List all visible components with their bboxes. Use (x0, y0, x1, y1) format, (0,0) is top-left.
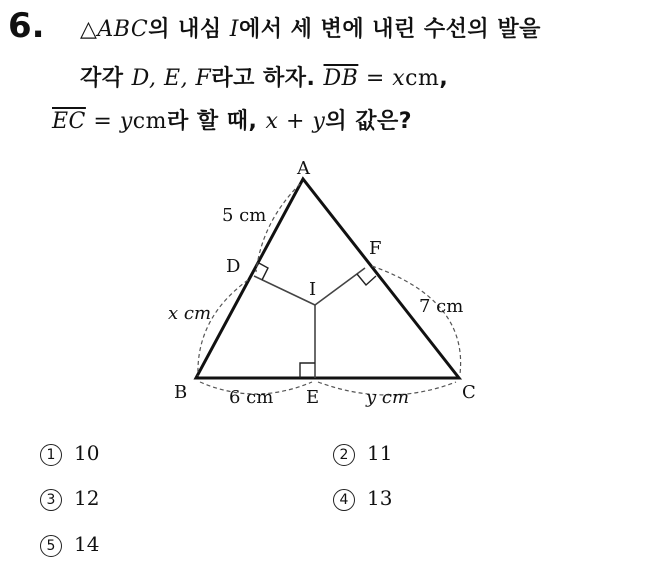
label-f: F (369, 238, 382, 259)
choice-4[interactable] (333, 486, 392, 511)
choice-value: 11 (367, 441, 393, 465)
choice-mark: 4 (333, 489, 355, 511)
equals-sign: = (358, 66, 393, 91)
incenter-symbol: I (229, 17, 239, 42)
right-angle-d (257, 262, 268, 280)
choice-3[interactable] (40, 486, 99, 511)
right-angle-f (357, 274, 376, 285)
question-text-1b: 에서 세 변에 내린 수선의 발을 (239, 17, 541, 42)
var-y: y (119, 109, 133, 134)
label-i: I (309, 279, 317, 300)
question-text-2b: 라고 하자. (211, 66, 324, 91)
segment-db: $\overline{DB}$ (323, 66, 359, 91)
question-text-3c: 의 값은? (325, 109, 412, 134)
label-e: E (306, 387, 320, 408)
choice-mark: 3 (40, 489, 62, 511)
measure-fc: 7 cm (419, 296, 464, 317)
comma: , (439, 66, 449, 91)
var-x: x (392, 66, 406, 91)
measure-db: x cm (168, 303, 212, 324)
choice-value: 13 (367, 486, 393, 510)
measure-ec: y cm (366, 387, 410, 408)
question-text-1a: 의 내심 (148, 17, 230, 42)
choice-1[interactable] (40, 441, 99, 466)
label-b: B (174, 382, 188, 403)
question-text-2a: 각각 (80, 66, 132, 91)
radius-id (254, 276, 315, 305)
label-d: D (226, 256, 241, 277)
question-text-3b: 라 할 때, (166, 109, 266, 134)
sum-expression: x + y (265, 109, 326, 134)
measure-be: 6 cm (229, 387, 274, 408)
choice-value: 10 (74, 441, 100, 465)
choice-mark: 2 (333, 444, 355, 466)
unit-cm: cm (405, 66, 440, 91)
triangle-name: ABC (97, 17, 149, 42)
segment-ec: $\overline{EC}$ (52, 109, 86, 134)
choice-5[interactable] (40, 532, 99, 557)
unit-cm: cm (132, 109, 167, 134)
radius-if (315, 268, 365, 305)
label-a: A (297, 158, 310, 179)
equals-sign: = (85, 109, 120, 134)
right-angle-e (300, 363, 315, 378)
foot-points: D, E, F (131, 66, 212, 91)
triangle-symbol: △ (80, 17, 98, 42)
choice-2[interactable] (333, 441, 392, 466)
question-number: 6. (8, 6, 45, 46)
choice-value: 12 (74, 486, 100, 510)
choice-value: 14 (74, 532, 100, 556)
choice-mark: 1 (40, 444, 62, 466)
choice-mark: 5 (40, 535, 62, 557)
label-c: C (462, 382, 476, 403)
measure-ad: 5 cm (222, 205, 267, 226)
